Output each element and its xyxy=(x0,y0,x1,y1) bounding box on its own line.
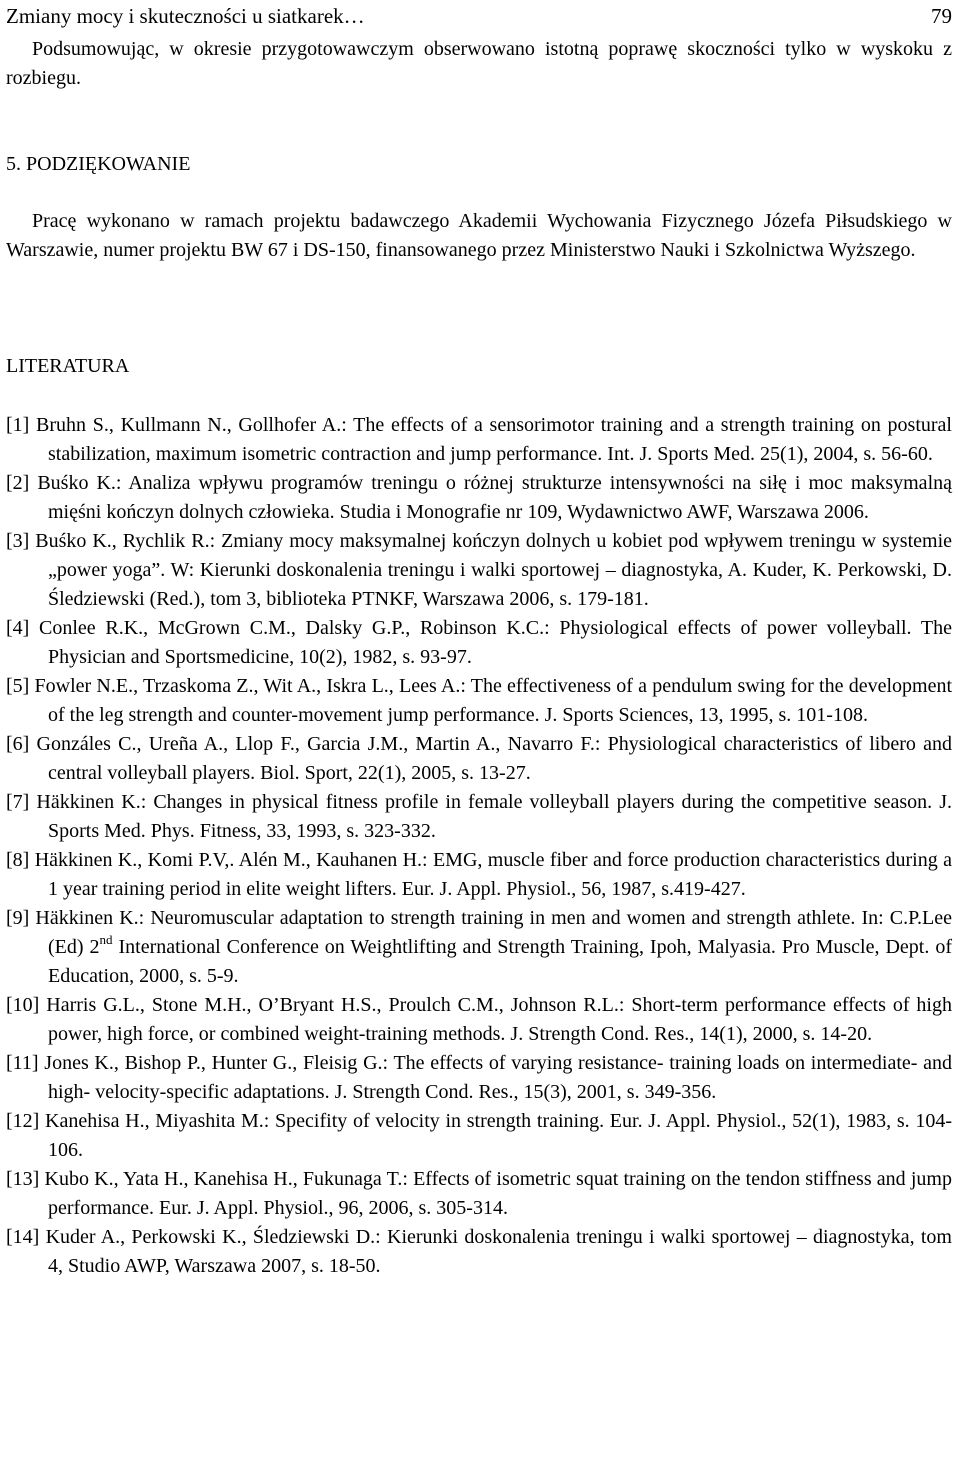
acknowledgements-paragraph: Pracę wykonano w ramach projektu badawczego Akademii Wychowania Fizycznego Józefa Piłsudskiego w Warszawie, numer projektu BW 67 i DS-150, finansowanego przez Ministerstwo Nauki i Szkolnictwa Wyższego. xyxy=(6,210,952,261)
literature-heading: LITERATURA xyxy=(6,355,130,377)
summary-paragraph: Podsumowując, w okresie przygotowawczym obserwowano istotną poprawę skoczności tylko w wyskoku z rozbiegu. xyxy=(6,38,952,89)
reference-9-text: [9] Häkkinen K.: Neuromuscular adaptation to strength training in men and women and strength athlete. In: C.P.Lee (Ed) 2 xyxy=(6,907,952,958)
reference-item: [8] Häkkinen K., Komi P.V,. Alén M., Kauhanen H.: EMG, muscle fiber and force production characteristics during a 1 year training period in elite weight lifters. Eur. J. Appl. Physiol., 56, 1987, s.419-427. xyxy=(6,849,952,900)
reference-9-text-rest: International Conference on Weightlifting and Strength Training, Ipoh, Malyasia. Pro Muscle, Dept. of Education, 2000, s. 5-9. xyxy=(48,936,952,987)
reference-item: [3] Buśko K., Rychlik R.: Zmiany mocy maksymalnej kończyn dolnych u kobiet pod wpływem treningu w systemie „power yoga”. W: Kierunki doskonalenia treningu i walki sportowej – diagnostyka, A. Kuder, K. Perkowski, D. Śledziewski (Red.), tom 3, biblioteka PTNKF, Warszawa 2006, s. 179-181. xyxy=(6,530,952,610)
reference-item: [14] Kuder A., Perkowski K., Śledziewski D.: Kierunki doskonalenia treningu i walki sportowej – diagnostyka, tom 4, Studio AWP, Warszawa 2007, s. 18-50. xyxy=(6,1226,952,1277)
superscript-ordinal: nd xyxy=(99,932,113,947)
reference-item: [13] Kubo K., Yata H., Kanehisa H., Fukunaga T.: Effects of isometric squat training on the tendon stiffness and jump performance. Eur. J. Appl. Physiol., 96, 2006, s. 305-314. xyxy=(6,1168,952,1219)
acknowledgements-heading: 5. PODZIĘKOWANIE xyxy=(6,153,191,175)
running-head-title: Zmiany mocy i skuteczności u siatkarek… xyxy=(6,4,365,28)
page-number: 79 xyxy=(931,4,952,28)
reference-item: [12] Kanehisa H., Miyashita M.: Specifity of velocity in strength training. Eur. J. Appl. Physiol., 52(1), 1983, s. 104-106. xyxy=(6,1110,952,1161)
reference-item: [4] Conlee R.K., McGrown C.M., Dalsky G.P., Robinson K.C.: Physiological effects of power volleyball. The Physician and Sportsmedicine, 10(2), 1982, s. 93-97. xyxy=(6,617,952,668)
reference-item: [1] Bruhn S., Kullmann N., Gollhofer A.: The effects of a sensorimotor training and a strength training on postural stabilization, maximum isometric contraction and jump performance. Int. J. Sports Med. 25(1), 2004, s. 56-60. xyxy=(6,414,952,465)
reference-item: [10] Harris G.L., Stone M.H., O’Bryant H.S., Proulch C.M., Johnson R.L.: Short-term performance effects of high power, high force, or combined weight-training methods. J. Strength Cond. Res., 14(1), 2000, s. 14-20. xyxy=(6,994,952,1045)
reference-item: [2] Buśko K.: Analiza wpływu programów treningu o różnej strukturze intensywności na siłę i moc maksymalną mięśni kończyn dolnych człowieka. Studia i Monografie nr 109, Wydawnictwo AWF, Warszawa 2006. xyxy=(6,472,952,523)
reference-item: [5] Fowler N.E., Trzaskoma Z., Wit A., Iskra L., Lees A.: The effectiveness of a pendulum swing for the development of the leg strength and counter-movement jump performance. J. Sports Sciences, 13, 1995, s. 101-108. xyxy=(6,675,952,726)
reference-list xyxy=(6,411,952,1281)
running-head xyxy=(6,2,952,32)
reference-item xyxy=(6,904,952,991)
reference-item: [7] Häkkinen K.: Changes in physical fitness profile in female volleyball players during the competitive season. J. Sports Med. Phys. Fitness, 33, 1993, s. 323-332. xyxy=(6,791,952,842)
reference-item: [11] Jones K., Bishop P., Hunter G., Fleisig G.: The effects of varying resistance- training loads on intermediate- and high- velocity-specific adaptations. J. Strength Cond. Res., 15(3), 2001, s. 349-356. xyxy=(6,1052,952,1103)
reference-item: [6] Gonzáles C., Ureña A., Llop F., Garcia J.M., Martin A., Navarro F.: Physiological characteristics of libero and central volleyball players. Biol. Sport, 22(1), 2005, s. 13-27. xyxy=(6,733,952,784)
